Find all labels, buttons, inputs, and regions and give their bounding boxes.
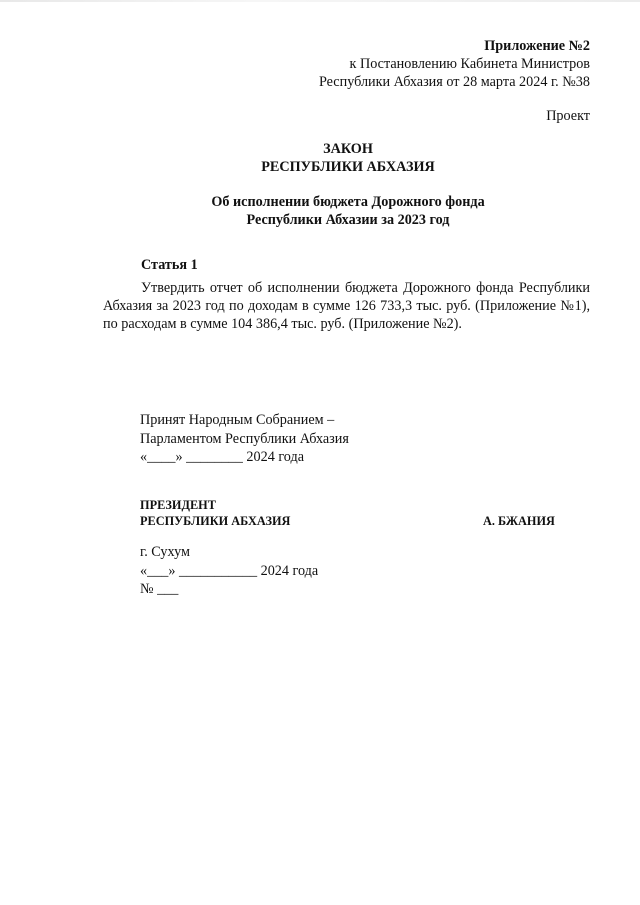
law-subject-line-2: Республики Абхазии за 2023 год <box>246 212 450 228</box>
adoption-date-line: «____» ________ 2024 года <box>140 449 304 465</box>
signing-city: г. Сухум <box>140 544 190 560</box>
annex-line-2: Республики Абхазия от 28 марта 2024 г. №38 <box>318 74 590 90</box>
annex-title: Приложение №2 <box>484 38 590 54</box>
president-title-line-1: ПРЕЗИДЕНТ <box>140 498 216 512</box>
law-heading-line-2: РЕСПУБЛИКИ АБХАЗИЯ <box>261 159 435 175</box>
signing-number-line: № ___ <box>140 581 179 597</box>
adoption-line-2: Парламентом Республики Абхазия <box>140 430 349 447</box>
signing-block <box>140 543 318 599</box>
law-heading <box>0 140 640 176</box>
law-subject-line-1: Об исполнении бюджета Дорожного фонда <box>211 194 485 210</box>
scan-edge <box>0 0 640 2</box>
annex-block <box>319 37 590 91</box>
adoption-line-1: Принят Народным Собранием – <box>140 412 335 428</box>
adoption-block <box>140 411 349 467</box>
president-name: А. БЖАНИЯ <box>483 514 555 528</box>
president-title <box>140 497 290 529</box>
document-status: Проект <box>546 108 590 124</box>
signing-date-line: «___» ___________ 2024 года <box>140 562 319 579</box>
law-heading-line-1: ЗАКОН <box>323 141 373 157</box>
president-title-line-2: РЕСПУБЛИКИ АБХАЗИЯ <box>140 514 291 528</box>
law-subject <box>0 193 640 229</box>
article-title: Статья 1 <box>141 257 198 273</box>
article-body: Утвердить отчет об исполнении бюджета Дорожного фонда Республики Абхазия за 2023 год по доходам в сумме 126 733,3 тыс. руб. (Приложение №1), по расходам в сумме 104 386,4 тыс. руб. (Приложение №2). <box>103 280 590 333</box>
annex-line-1: к Постановлению Кабинета Министров <box>349 56 590 72</box>
